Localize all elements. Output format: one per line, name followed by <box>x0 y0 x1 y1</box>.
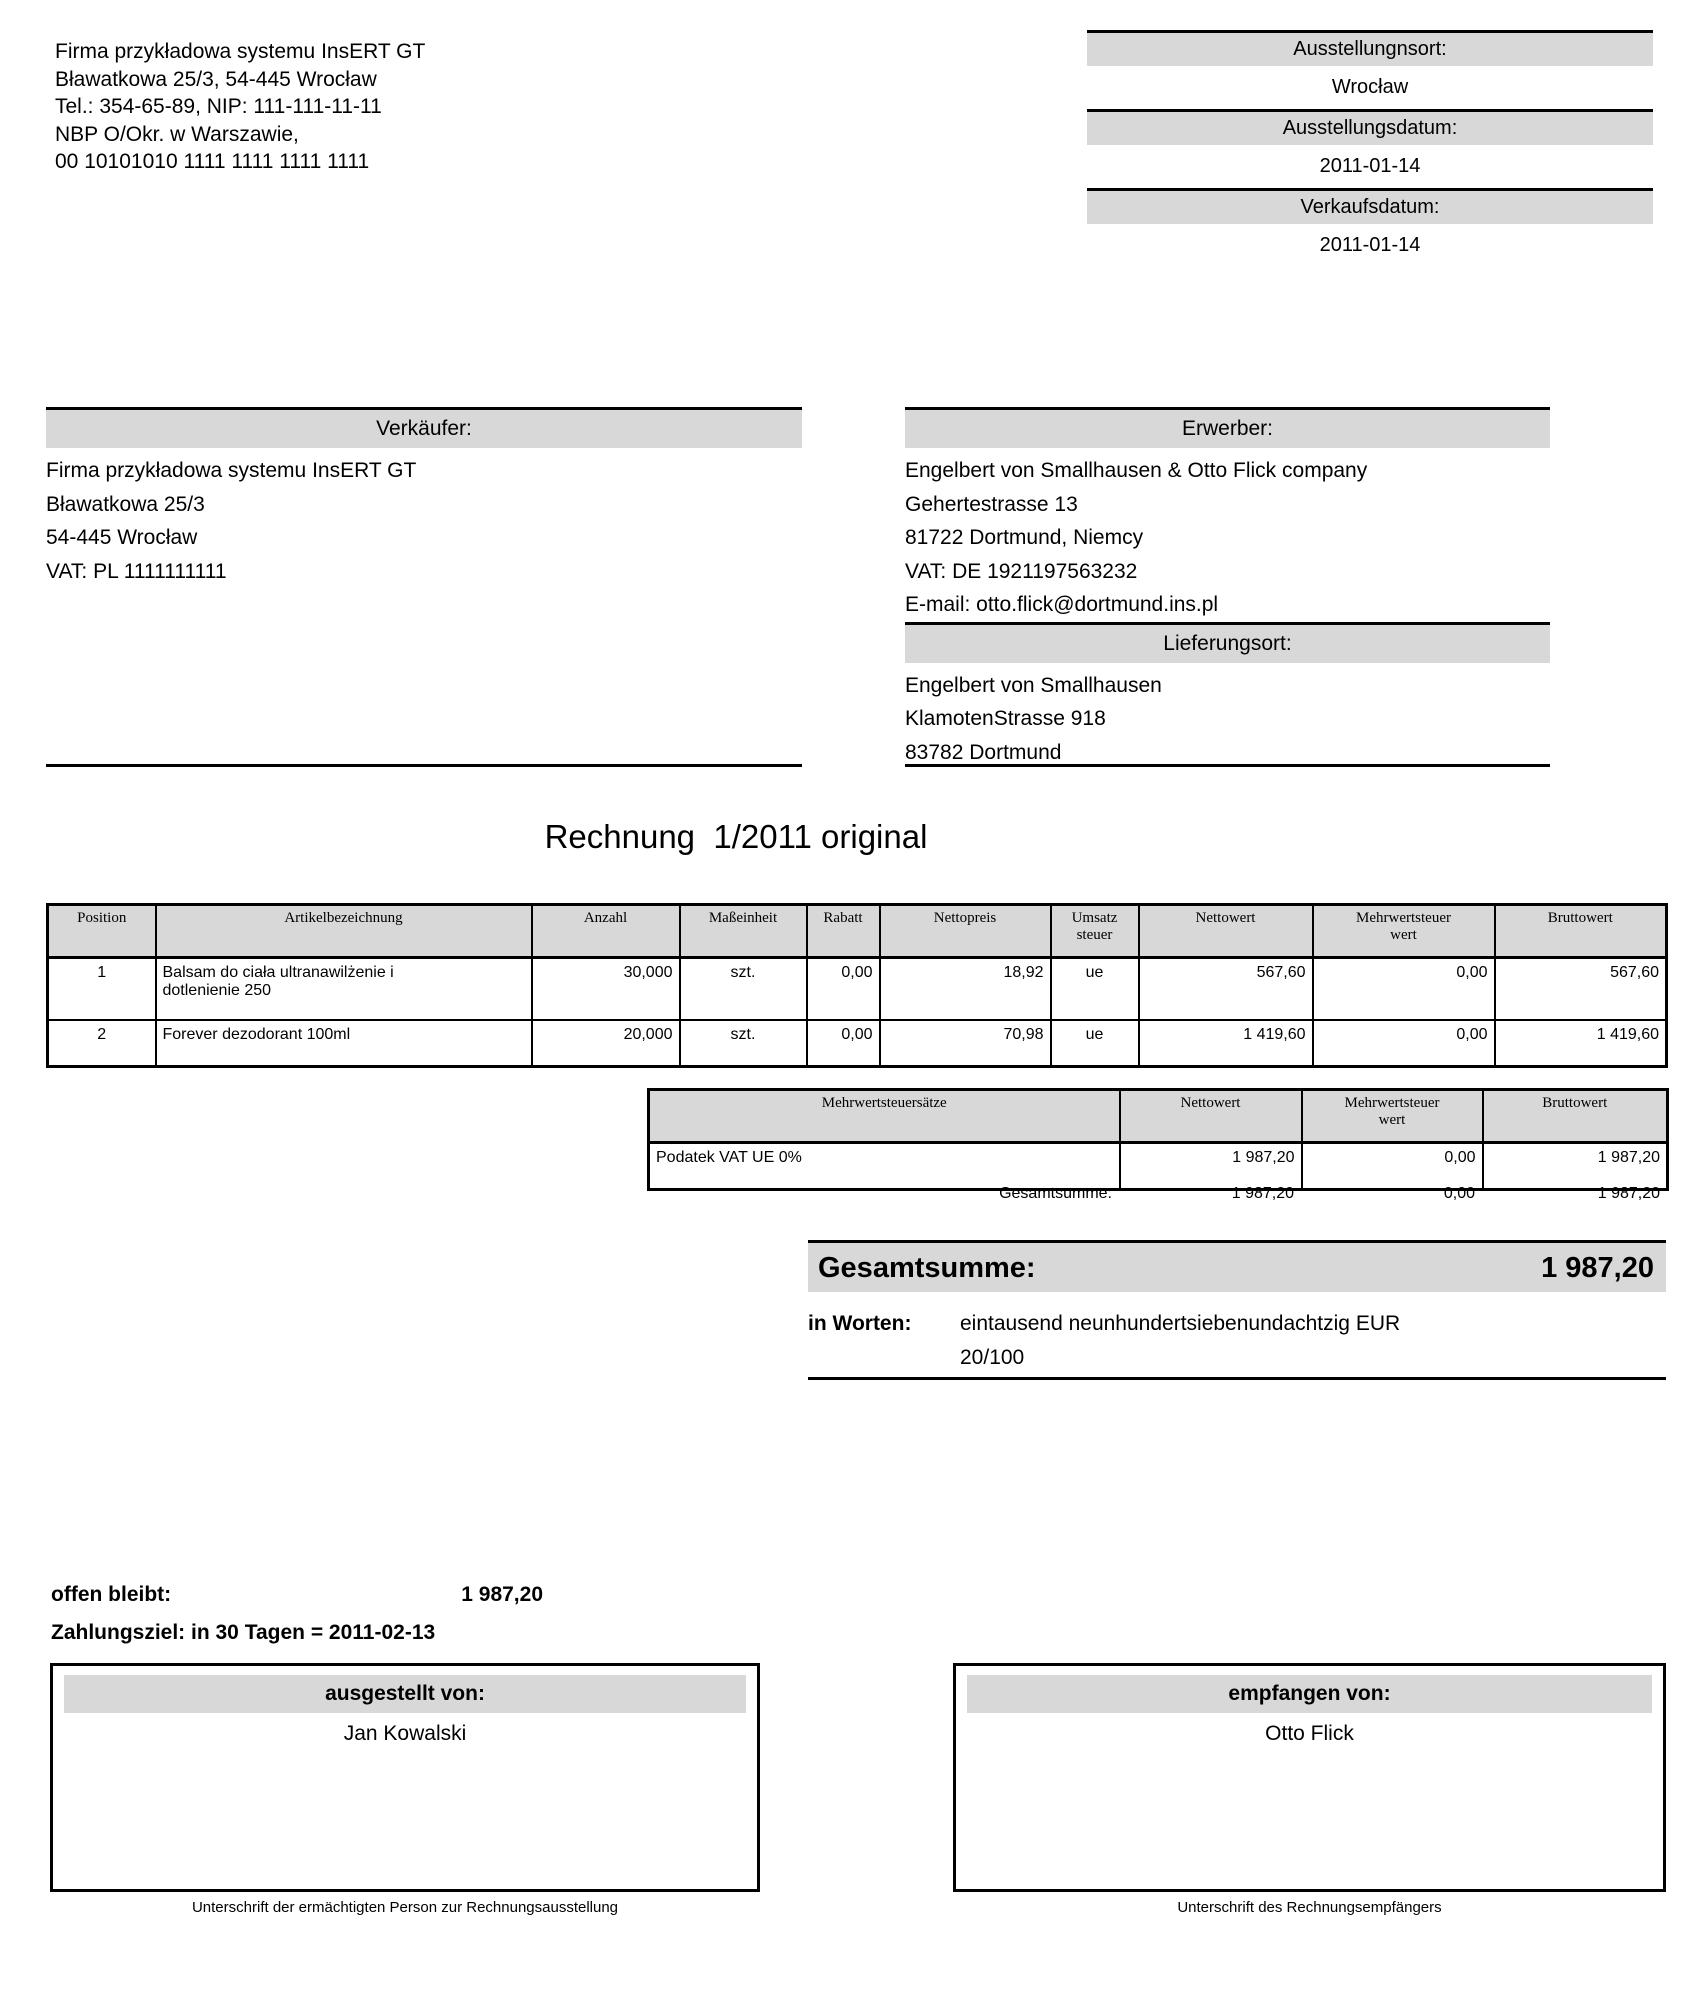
vat-totals-net: 1 987,20 <box>1231 1185 1294 1202</box>
letterhead-line: Bławatkowa 25/3, 54-445 Wrocław <box>55 67 377 91</box>
item-unit: szt. <box>680 1020 807 1067</box>
issue-date-label: Ausstellungsdatum: <box>1087 112 1653 145</box>
seller-letterhead <box>55 38 425 176</box>
item-gross-value: 567,60 <box>1495 958 1667 1021</box>
col-gross-value: Bruttowert <box>1495 905 1667 958</box>
issuer-signature-box <box>50 1663 760 1892</box>
seller-section <box>46 407 802 588</box>
open-amount-label: offen bleibt: <box>51 1583 172 1606</box>
totals-divider <box>808 1377 1666 1380</box>
items-table <box>46 903 1668 1068</box>
col-article: Artikelbezeichnung <box>156 905 532 958</box>
item-net-price: 70,98 <box>880 1020 1051 1067</box>
seller-line: 54-445 Wrocław <box>46 526 198 549</box>
col-position: Position <box>48 905 156 958</box>
delivery-address <box>905 663 1550 770</box>
item-vat-code: ue <box>1051 1020 1139 1067</box>
vat-net-value: 1 987,20 <box>1120 1143 1302 1190</box>
col-unit: Maßeinheit <box>680 905 807 958</box>
delivery-line: KlamotenStrasse 918 <box>905 707 1106 730</box>
item-unit: szt. <box>680 958 807 1021</box>
recipient-signature-label: empfangen von: <box>967 1675 1652 1713</box>
seller-address <box>46 448 802 588</box>
item-vat-value: 0,00 <box>1313 1020 1495 1067</box>
item-position: 1 <box>48 958 156 1021</box>
item-vat-code: ue <box>1051 958 1139 1021</box>
col-net-value: Nettowert <box>1120 1090 1302 1143</box>
seller-section-divider <box>46 764 802 767</box>
letterhead-line: 00 10101010 1111 1111 1111 1111 <box>55 150 370 173</box>
in-words-value <box>960 1307 1400 1375</box>
vat-rate-name: Podatek VAT UE 0% <box>649 1143 1120 1190</box>
letterhead-line: NBP O/Okr. w Warszawie, <box>55 122 299 146</box>
issuer-signature-label: ausgestellt von: <box>64 1675 746 1713</box>
items-header-row <box>48 905 1667 958</box>
item-position: 2 <box>48 1020 156 1067</box>
issue-date-box <box>1087 109 1653 188</box>
header-info-boxes <box>1087 30 1653 267</box>
vat-totals-gross: 1 987,20 <box>1597 1185 1660 1202</box>
item-gross-value: 1 419,60 <box>1495 1020 1667 1067</box>
item-name: Balsam do ciała ultranawilżenie i dotlenienie 250 <box>156 958 532 1021</box>
buyer-line: E-mail: otto.flick@dortmund.ins.pl <box>905 593 1219 616</box>
delivery-header: Lieferungsort: <box>905 622 1550 663</box>
issue-place-box <box>1087 30 1653 109</box>
col-vat-rates: Mehrwertsteuersätze <box>649 1090 1120 1143</box>
col-net-price: Nettopreis <box>880 905 1051 958</box>
letterhead-line: Firma przykładowa systemu InsERT GT <box>55 40 426 63</box>
seller-line: VAT: PL 1111111111 <box>46 559 227 583</box>
in-words-line: 20/100 <box>960 1346 1025 1369</box>
grand-total-value: 1 987,20 <box>1541 1252 1654 1284</box>
issue-place-value: Wrocław <box>1331 76 1409 98</box>
in-words-label: in Worten: <box>808 1312 912 1335</box>
issuer-name: Jan Kowalski <box>343 1722 467 1745</box>
col-gross-value: Bruttowert <box>1483 1090 1668 1143</box>
issuer-signature-caption: Unterschrift der ermächtigten Person zur Rechnungsausstellung <box>191 1899 619 1916</box>
item-name: Forever dezodorant 100ml <box>156 1020 532 1067</box>
recipient-signature-box <box>953 1663 1666 1892</box>
vat-totals-label: Gesamtsumme: <box>999 1185 1112 1202</box>
seller-line: Firma przykładowa systemu InsERT GT <box>46 459 417 482</box>
col-quantity: Anzahl <box>532 905 680 958</box>
item-row <box>48 1020 1667 1067</box>
buyer-line: Engelbert von Smallhausen & Otto Flick company <box>905 459 1368 482</box>
sale-date-value: 2011-01-14 <box>1319 234 1421 256</box>
delivery-line: 83782 Dortmund <box>905 740 1062 764</box>
open-amount-value: 1 987,20 <box>461 1583 543 1606</box>
recipient-signature-caption: Unterschrift des Rechnungsempfängers <box>1177 1899 1442 1916</box>
vat-rate-row <box>649 1143 1668 1190</box>
col-discount: Rabatt <box>807 905 880 958</box>
seller-header: Verkäufer: <box>46 407 802 448</box>
open-amount-row <box>51 1583 543 1607</box>
col-vat-value: Mehrwertsteuer wert <box>1302 1090 1483 1143</box>
buyer-line: 81722 Dortmund, Niemcy <box>905 526 1144 549</box>
buyer-line: Gehertestrasse 13 <box>905 492 1078 516</box>
col-vat-value: Mehrwertsteuer wert <box>1313 905 1495 958</box>
in-words-line: eintausend neunhundertsiebenundachtzig EUR <box>960 1312 1401 1335</box>
item-row <box>48 958 1667 1021</box>
item-discount: 0,00 <box>807 1020 880 1067</box>
vat-tax-value: 0,00 <box>1302 1143 1483 1190</box>
delivery-line: Engelbert von Smallhausen <box>905 673 1162 697</box>
vat-header-row <box>649 1090 1668 1143</box>
recipient-name: Otto Flick <box>1265 1722 1354 1745</box>
col-net-value: Nettowert <box>1139 905 1313 958</box>
buyer-address <box>905 448 1550 622</box>
sale-date-box <box>1087 188 1653 267</box>
vat-gross-value: 1 987,20 <box>1483 1143 1668 1190</box>
buyer-section-divider <box>905 764 1550 767</box>
letterhead-line: Tel.: 354-65-89, NIP: 111-111-11-11 <box>55 95 382 118</box>
vat-totals-tax: 0,00 <box>1443 1185 1475 1202</box>
buyer-line: VAT: DE 1921197563232 <box>905 559 1138 583</box>
item-net-price: 18,92 <box>880 958 1051 1021</box>
item-quantity: 30,000 <box>532 958 680 1021</box>
vat-totals-row <box>647 1185 1666 1203</box>
seller-line: Bławatkowa 25/3 <box>46 492 205 516</box>
payment-terms: Zahlungsziel: in 30 Tagen = 2011-02-13 <box>51 1621 436 1644</box>
item-net-value: 1 419,60 <box>1139 1020 1313 1067</box>
item-discount: 0,00 <box>807 958 880 1021</box>
buyer-section <box>905 407 1550 769</box>
col-vat-code: Umsatz steuer <box>1051 905 1139 958</box>
grand-total-band <box>808 1240 1666 1292</box>
item-net-value: 567,60 <box>1139 958 1313 1021</box>
buyer-header: Erwerber: <box>905 407 1550 448</box>
issue-place-label: Ausstellungnsort: <box>1087 33 1653 66</box>
document-title: Rechnung 1/2011 original <box>544 818 928 855</box>
item-vat-value: 0,00 <box>1313 958 1495 1021</box>
grand-total-label: Gesamtsumme: <box>818 1252 1036 1284</box>
issue-date-value: 2011-01-14 <box>1319 155 1421 177</box>
sale-date-label: Verkaufsdatum: <box>1087 191 1653 224</box>
vat-summary-table <box>647 1088 1669 1191</box>
amount-in-words <box>808 1307 1666 1375</box>
item-quantity: 20,000 <box>532 1020 680 1067</box>
